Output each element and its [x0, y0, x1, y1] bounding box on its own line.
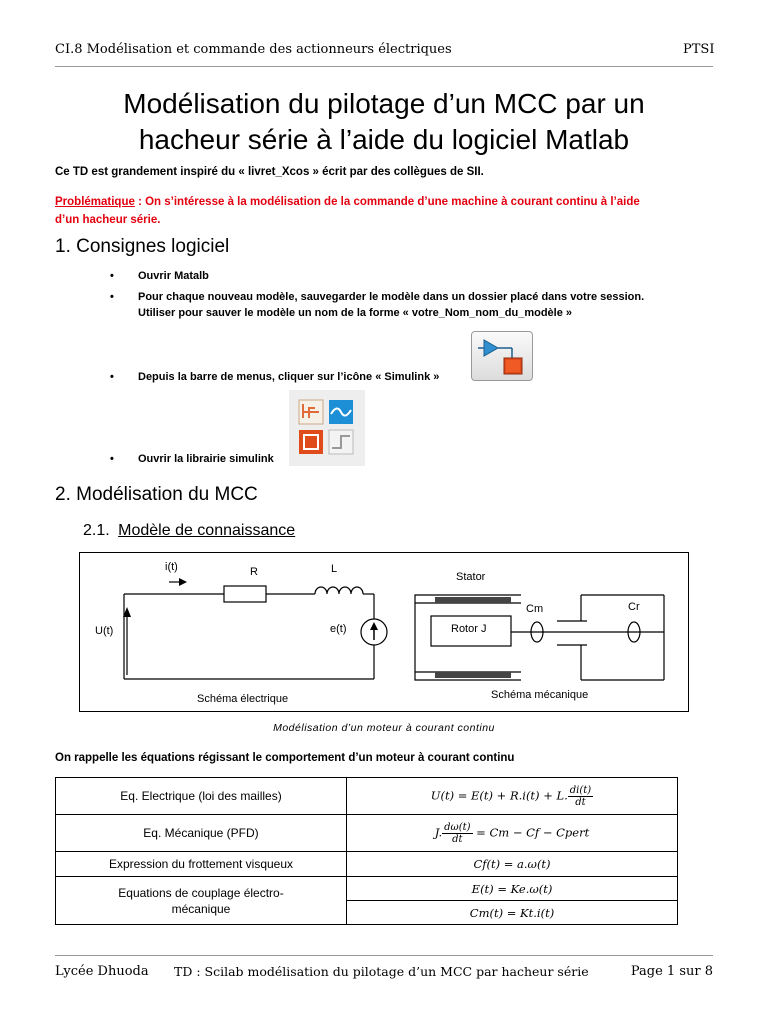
equation-electric	[347, 778, 678, 815]
table-row	[56, 815, 678, 852]
equation-label-line: mécanique	[171, 901, 231, 916]
label-cr: Cr	[628, 601, 640, 613]
title-line-1: Modélisation du pilotage d’un MCC par un	[123, 88, 645, 119]
fraction-num: dω(t)	[444, 821, 471, 833]
label-stator: Stator	[456, 571, 486, 583]
footer-rule	[55, 955, 713, 956]
stator-top-hatch	[435, 597, 511, 603]
problematique	[55, 193, 715, 229]
stator-bottom-hatch	[435, 672, 511, 678]
label-electrical: Schéma électrique	[197, 693, 289, 705]
label-mechanical: Schéma mécanique	[491, 689, 589, 701]
problematique-text-1: : On s’intéresse à la modélisation de la commande d’une machine à courant continu à l’aide	[134, 196, 640, 208]
section-1-heading: 1. Consignes logiciel	[55, 236, 230, 257]
subsection-2-1-heading	[83, 522, 295, 540]
fraction	[568, 785, 593, 808]
label-emf: e(t)	[330, 623, 347, 635]
section-2-heading: 2. Modélisation du MCC	[55, 484, 258, 505]
figure-caption: Modélisation d’un moteur à courant continu	[273, 722, 495, 734]
equation-label: Eq. Mécanique (PFD)	[56, 815, 347, 852]
label-resistor: R	[250, 566, 258, 578]
footer-page: Page 1 sur 8	[630, 964, 713, 979]
label-rotor: Rotor J	[451, 623, 487, 635]
instructions-list-3	[110, 451, 274, 467]
intro-text: Ce TD est grandement inspiré du « livret_Xcos » écrit par des collègues de SII.	[55, 166, 484, 178]
fraction-den: dt	[452, 833, 463, 845]
label-voltage: U(t)	[95, 625, 114, 637]
title-line-2: hacheur série à l’aide du logiciel Matlab	[138, 124, 630, 155]
simulink-icon	[471, 331, 533, 381]
list-item-text: Utiliser pour sauver le modèle un nom de la forme « votre_Nom_nom_du_modèle »	[138, 307, 573, 319]
footer-doc-title: TD : Scilab modélisation du pilotage d’un MCC par hacheur série	[174, 964, 589, 979]
equations-table	[55, 777, 678, 925]
subsection-number: 2.1.	[83, 522, 110, 539]
equation-coupling-1: E(t) = Ke.ω(t)	[347, 877, 678, 901]
header-level: PTSI	[683, 42, 715, 57]
list-item: • Ouvrir la librairie simulink	[110, 451, 274, 467]
equation-text: J.	[434, 825, 443, 839]
subsection-title: Modèle de connaissance	[118, 522, 296, 539]
simulink-library-graphic	[289, 390, 365, 466]
equation-label	[56, 877, 347, 925]
fraction-den: dt	[575, 796, 586, 808]
list-item	[110, 289, 644, 321]
fraction-num: di(t)	[569, 784, 592, 796]
equation-label: Eq. Electrique (loi des mailles)	[56, 778, 347, 815]
equation-friction: Cf(t) = a.ω(t)	[347, 852, 678, 877]
table-row	[56, 852, 678, 877]
list-item: • Ouvrir Matalb	[110, 268, 644, 284]
label-inductor: L	[331, 563, 338, 575]
equation-coupling-2: Cm(t) = Kt.i(t)	[347, 901, 678, 925]
label-cm: Cm	[526, 603, 544, 615]
equation-mechanic	[347, 815, 678, 852]
fraction	[442, 822, 472, 845]
recall-text: On rappelle les équations régissant le comportement d’un moteur à courant continu	[55, 752, 515, 764]
equation-label: Expression du frottement visqueux	[56, 852, 347, 877]
equation-label-line: Equations de couplage électro-	[118, 885, 284, 900]
table-row	[56, 877, 678, 901]
footer-school: Lycée Dhuoda	[55, 964, 149, 979]
equation-text: U(t) = E(t) + R.i(t) + L.	[430, 788, 568, 802]
equation-text: = Cm − Cf − Cpert	[472, 825, 590, 839]
label-current: i(t)	[165, 561, 178, 573]
table-row	[56, 778, 678, 815]
problematique-label: Problématique	[55, 196, 135, 208]
mcc-schematic-figure	[79, 552, 689, 712]
instructions-list	[110, 268, 644, 321]
problematique-text-2: d’un hacheur série.	[55, 214, 161, 226]
simulink-library-icon	[289, 390, 365, 466]
header-course: CI.8 Modélisation et commande des actionneurs électriques	[55, 42, 452, 57]
header-rule	[55, 66, 713, 67]
page-title	[55, 86, 713, 158]
instructions-list-2	[110, 369, 439, 385]
simulink-icon-graphic	[472, 332, 532, 380]
list-item-text: Pour chaque nouveau modèle, sauvegarder le modèle dans un dossier placé dans votre session.	[138, 291, 645, 303]
list-item: • Depuis la barre de menus, cliquer sur l’icône « Simulink »	[110, 369, 439, 385]
